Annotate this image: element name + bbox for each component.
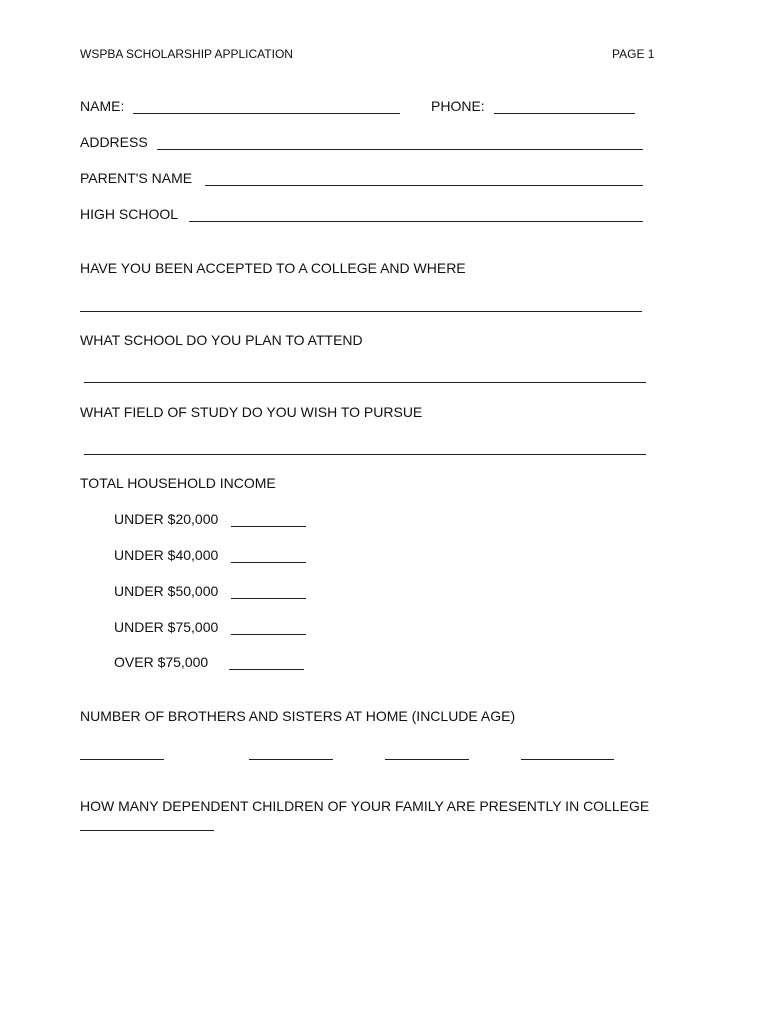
address-label: ADDRESS	[80, 134, 148, 150]
phone-label: PHONE:	[431, 98, 485, 114]
sibling-field[interactable]	[521, 759, 614, 760]
household-income-label: TOTAL HOUSEHOLD INCOME	[80, 475, 276, 491]
plan-to-attend-field[interactable]	[84, 382, 646, 383]
name-label: NAME:	[80, 98, 125, 114]
high-school-field[interactable]	[189, 221, 643, 222]
income-option-field[interactable]	[231, 562, 306, 563]
income-option-field[interactable]	[229, 669, 304, 670]
parents-name-field[interactable]	[205, 185, 643, 186]
plan-to-attend-question: WHAT SCHOOL DO YOU PLAN TO ATTEND	[80, 332, 363, 348]
income-option-label: UNDER $75,000	[114, 619, 219, 635]
sibling-field[interactable]	[80, 759, 164, 760]
income-option-field[interactable]	[231, 634, 306, 635]
page-number: PAGE 1	[612, 47, 655, 61]
parents-name-label: PARENT'S NAME	[80, 170, 193, 186]
name-field[interactable]	[133, 113, 400, 114]
dependents-question: HOW MANY DEPENDENT CHILDREN OF YOUR FAMILY ARE PRESENTLY IN COLLEGE	[80, 798, 650, 814]
accepted-question: HAVE YOU BEEN ACCEPTED TO A COLLEGE AND WHERE	[80, 260, 466, 276]
sibling-field[interactable]	[385, 759, 469, 760]
sibling-field[interactable]	[249, 759, 333, 760]
income-option-label: OVER $75,000	[114, 654, 209, 670]
accepted-answer-field[interactable]	[80, 311, 642, 312]
field-of-study-question: WHAT FIELD OF STUDY DO YOU WISH TO PURSUE	[80, 404, 423, 420]
income-option-label: UNDER $20,000	[114, 511, 219, 527]
siblings-question: NUMBER OF BROTHERS AND SISTERS AT HOME (INCLUDE AGE)	[80, 708, 516, 724]
address-field[interactable]	[157, 149, 643, 150]
field-of-study-field[interactable]	[84, 454, 646, 455]
high-school-label: HIGH SCHOOL	[80, 206, 179, 222]
income-option-label: UNDER $40,000	[114, 547, 219, 563]
form-title: WSPBA SCHOLARSHIP APPLICATION	[80, 47, 293, 61]
dependents-field[interactable]	[80, 830, 214, 831]
income-option-field[interactable]	[231, 526, 306, 527]
income-option-label: UNDER $50,000	[114, 583, 219, 599]
phone-field[interactable]	[494, 113, 635, 114]
income-option-field[interactable]	[231, 598, 306, 599]
